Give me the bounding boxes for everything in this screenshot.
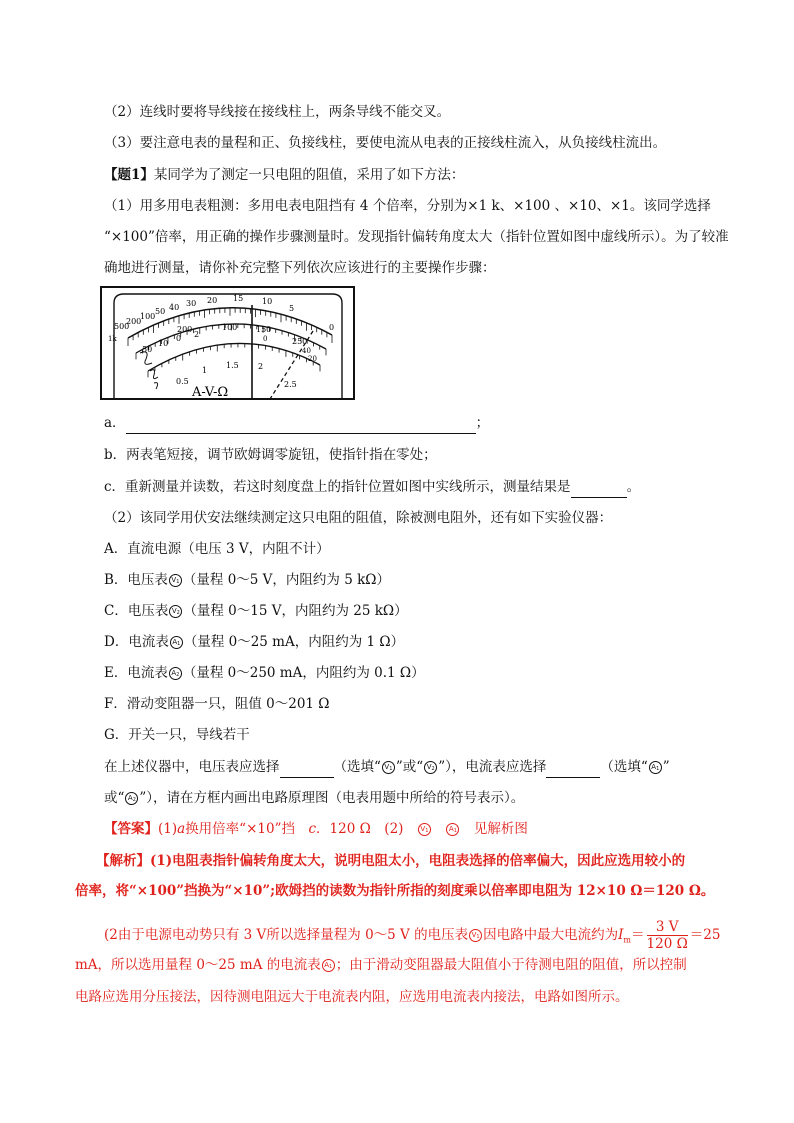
option-g: G．开关一只，导线若干 xyxy=(104,727,250,743)
top-scale-50: 50 xyxy=(155,307,166,316)
low-2: 2 xyxy=(258,362,264,371)
option-b-post: （量程 0～5 V，内阻约为 5 kΩ） xyxy=(182,572,390,588)
low-0.5: 0.5 xyxy=(176,377,189,386)
analysis-line-3 xyxy=(104,919,720,952)
mid-left-0: 0 xyxy=(176,334,182,343)
analysis-tag: 【解析】 xyxy=(96,853,150,869)
note-3: （3）要注意电表的量程和正、负接线柱，要使电流从电表的正接线柱流入，从负接线柱流出。 xyxy=(104,135,667,151)
mid-0: 0 xyxy=(263,335,268,343)
part1-line2: “×100”倍率，用正确的操作步骤测量时。发现指针偏转角度太大（指针位置如图中虚线所示）。为了较准 xyxy=(104,229,729,245)
sel-1-post: ”），电流表应选择 xyxy=(438,759,547,775)
multimeter-dial-figure xyxy=(100,283,356,401)
step-a xyxy=(104,413,489,434)
question-tag: 【题1】 xyxy=(104,167,154,183)
answer-a-text: 换用倍率“×10”挡 xyxy=(185,821,295,837)
step-c-end: 。 xyxy=(626,479,641,495)
analysis-4-post: ；由于滑动变阻器最大阻值小于待测电阻的阻值，所以控制 xyxy=(335,957,687,973)
answer-part1: (1) xyxy=(158,821,178,837)
fraction-denominator: 120 Ω xyxy=(646,936,688,952)
voltmeter-v1-icon: $V_1$ xyxy=(418,823,431,836)
option-c xyxy=(104,601,408,621)
selection-line-1 xyxy=(104,757,670,778)
analysis-text-1: (1)电阻表指针偏转角度太大，说明电阻太小，电阻表选择的倍率偏大，因此应选用较小的 xyxy=(150,853,686,869)
mid-250: 250 xyxy=(292,337,308,346)
answer-tag: 【答案】 xyxy=(104,821,158,837)
analysis-3-pre: (2由于电源电动势只有 3 V所以选择量程为 0～5 V 的电压表 xyxy=(104,927,469,943)
voltmeter-blank xyxy=(280,757,334,778)
step-c xyxy=(104,477,640,498)
question-1-heading xyxy=(104,165,464,185)
step-a-blank xyxy=(126,413,476,434)
sel-2-pre: 或“ xyxy=(104,790,125,806)
mid-40: 40 xyxy=(302,347,311,355)
step-c-blank xyxy=(571,477,627,498)
option-d-pre: D．电流表 xyxy=(104,634,169,650)
option-d-post: （量程 0～25 mA，内阻约为 1 Ω） xyxy=(183,634,405,650)
mid-left-2: 2 xyxy=(194,330,200,339)
top-scale-5: 5 xyxy=(289,304,295,313)
ammeter-a1-icon: $A_1$ xyxy=(649,761,662,774)
part2-intro: （2）该同学用伏安法继续测定这只电阻的阻值，除被测电阻外，还有如下实验仪器： xyxy=(104,510,613,526)
dial-caption: A-V-Ω xyxy=(192,385,229,400)
option-a: A．直流电源（电压 3 V，内阻不计） xyxy=(104,541,330,557)
selection-line-2 xyxy=(104,788,524,808)
option-e-pre: E．电流表 xyxy=(104,665,168,681)
top-scale-500: 500 xyxy=(114,322,130,331)
mid-left-50: 50 xyxy=(142,345,153,354)
part1-line3: 确地进行测量，请你补充完整下列依次应该进行的主要操作步骤： xyxy=(104,260,496,276)
sel-1-or: ”或“ xyxy=(395,759,424,775)
ammeter-a1-icon: $A_1$ xyxy=(446,823,459,836)
top-scale-40: 40 xyxy=(169,303,180,312)
ammeter-a2-icon: $A_2$ xyxy=(125,792,138,805)
answer-a: a xyxy=(177,821,186,837)
option-c-post: （量程 0～15 V，内阻约为 25 kΩ） xyxy=(183,603,408,619)
answer-c-text: ．120 Ω (2) xyxy=(316,821,404,837)
low-2.5: 2.5 xyxy=(284,380,297,389)
mid-left-10: 10 xyxy=(158,339,169,348)
current-subscript: m xyxy=(623,935,632,945)
top-scale-15: 15 xyxy=(233,294,244,303)
part1-line1: （1）用多用电表粗测：多用电表电阻挡有 4 个倍率，分别为×1 k、×100 、×10、×1。该同学选择 xyxy=(104,198,711,214)
sel-1-pre: 在上述仪器中，电压表应选择 xyxy=(104,759,280,775)
sel-1-end: ” xyxy=(662,759,670,775)
analysis-line-4 xyxy=(75,955,687,975)
analysis-4-pre: mA，所以选用量程 0～25 mA 的电流表 xyxy=(75,957,321,973)
meter-outer-frame xyxy=(101,287,354,399)
answer-see-figure: 见解析图 xyxy=(473,821,528,837)
answer-c: c xyxy=(308,821,317,837)
step-c-text: c．重新测量并读数，若这时刻度盘上的指针位置如图中实线所示，测量结果是 xyxy=(104,479,571,495)
sel-1-mid2: （选填“ xyxy=(600,759,648,775)
mid-20: 20 xyxy=(308,355,317,363)
option-b-pre: B．电压表 xyxy=(104,572,168,588)
analysis-line-1 xyxy=(96,851,685,871)
low-1.5: 1.5 xyxy=(226,361,239,370)
voltmeter-v1-icon: $V_1$ xyxy=(382,761,395,774)
option-c-pre: C．电压表 xyxy=(104,603,169,619)
option-f: F．滑动变阻器一只，阻值 0～201 Ω xyxy=(104,696,330,712)
option-e xyxy=(104,663,425,683)
top-scale-30: 30 xyxy=(186,299,197,308)
low-1: 1 xyxy=(202,366,208,375)
question-intro: 某同学为了测定一只电阻的阻值，采用了如下方法： xyxy=(153,167,465,183)
analysis-3-mid: 因电路中最大电流约为 xyxy=(483,927,619,943)
voltmeter-v2-icon: $V_2$ xyxy=(169,605,182,618)
ammeter-a2-icon: $A_2$ xyxy=(169,667,182,680)
fraction-numerator: 3 V xyxy=(647,919,688,936)
mid-150: 150 xyxy=(256,325,272,334)
analysis-line-2: 倍率，将“×100”挡换为“×10”;欧姆挡的读数为指针所指的刻度乘以倍率即电阻为 12×10 Ω＝120 Ω。 xyxy=(75,883,715,899)
infinity-label: 1k xyxy=(108,335,117,343)
sel-1-mid: （选填“ xyxy=(333,759,381,775)
voltmeter-v2-icon: $V_2$ xyxy=(424,761,437,774)
sel-2-post: ”），请在方框内画出电路原理图（电表用题中所给的符号表示）。 xyxy=(139,790,525,806)
top-scale-0: 0 xyxy=(329,323,335,332)
step-a-label: a． xyxy=(104,415,126,431)
mid-100: 100 xyxy=(222,323,238,332)
mid-200: 200 xyxy=(177,325,193,334)
step-a-end: ； xyxy=(475,415,490,431)
analysis-3-end: ＝25 xyxy=(689,927,721,943)
current-symbol: I xyxy=(618,927,624,943)
voltmeter-v1-icon: $V_1$ xyxy=(169,574,182,587)
current-fraction xyxy=(647,919,688,952)
analysis-line-5: 电路应选用分压接法，因待测电阻远大于电流表内阻，应选用电流表内接法，电路如图所示。 xyxy=(75,989,629,1005)
top-scale-20: 20 xyxy=(207,296,218,305)
step-b: b．两表笔短接，调节欧姆调零旋钮，使指针指在零处； xyxy=(104,447,437,463)
option-b xyxy=(104,570,390,590)
answer-line xyxy=(104,819,528,839)
ammeter-a1-icon: $A_1$ xyxy=(170,636,183,649)
ammeter-a1-icon: $A_1$ xyxy=(322,959,335,972)
top-scale-200: 200 xyxy=(126,317,142,326)
analysis-3-eq: ＝ xyxy=(631,927,645,943)
top-scale-100: 100 xyxy=(140,312,156,321)
voltmeter-v1-icon: $V_1$ xyxy=(469,929,482,942)
note-2: （2）连线时要将导线接在接线柱上，两条导线不能交叉。 xyxy=(104,104,451,120)
option-e-post: （量程 0～250 mA，内阻约为 0.1 Ω） xyxy=(182,665,425,681)
top-scale-10: 10 xyxy=(262,297,273,306)
ammeter-blank xyxy=(546,757,600,778)
option-d xyxy=(104,632,404,652)
